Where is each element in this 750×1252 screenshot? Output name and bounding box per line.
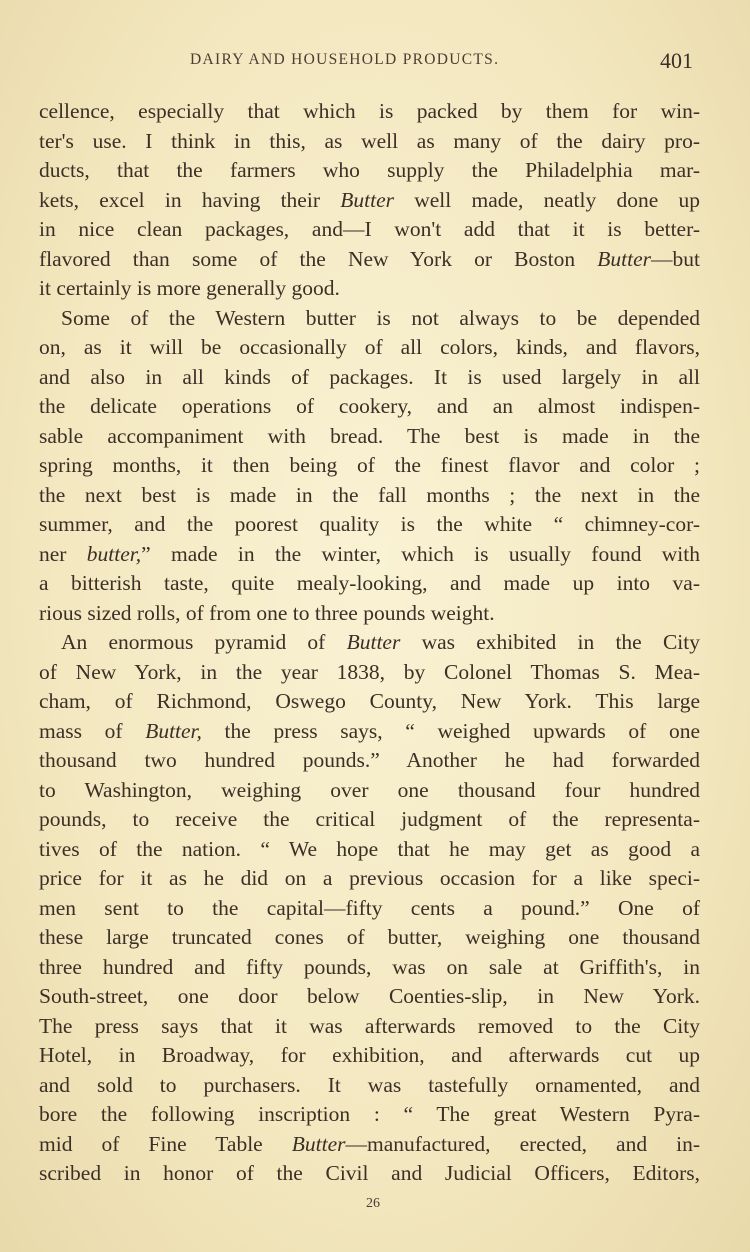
italic-word: Butter [291, 1131, 346, 1156]
text-line: and sold to purchasers. It was tastefully ornamented, and [39, 1072, 700, 1097]
text-segment: the press says, “ weighed upwards of one [201, 718, 701, 743]
italic-word: Butter [340, 187, 394, 212]
text-line: Hotel, in Broadway, for exhibition, and afterwards cut up [39, 1043, 700, 1067]
text-segment: kets, excel in having their [39, 187, 341, 212]
text-line: summer, and the poorest quality is the white “ chimney-cor- [39, 512, 700, 536]
text-segment: flavored than some of the New York or Boston [39, 246, 598, 271]
text-line: ducts, that the farmers who supply the Philadelphia mar- [39, 158, 700, 182]
page-number: 401 [660, 48, 693, 73]
text-line: South-street, one door below Coenties-slip, in New York. [39, 984, 700, 1008]
text-line: cham, of Richmond, Oswego County, New York. This large [39, 689, 700, 713]
italic-word: Butter, [145, 718, 202, 743]
text-line: these large truncated cones of butter, weighing one thousand [39, 925, 700, 949]
text-line [39, 186, 700, 216]
text-segment: well made, neatly done up [393, 187, 700, 212]
text-line: a bitterish taste, quite mealy-looking, and made up into va- [39, 571, 700, 595]
italic-word: Butter [346, 630, 401, 654]
text-segment: An enormous pyramid of [61, 630, 347, 654]
text-line: thousand two hundred pounds.” Another he had forwarded [39, 748, 700, 772]
text-line: ter's use. I think in this, as well as many of the dairy pro- [39, 128, 700, 153]
running-title: DAIRY AND HOUSEHOLD PRODUCTS. [190, 51, 500, 68]
text-line: the delicate operations of cookery, and an almost indispen- [39, 394, 700, 418]
text-line: tives of the nation. “ We hope that he may get as good a [39, 836, 700, 861]
body-text [39, 97, 700, 1189]
text-line: The press says that it was afterwards removed to the City [39, 1013, 700, 1038]
text-segment: ” made in the winter, which is usually found with [141, 541, 700, 566]
text-line: rious sized rolls, of from one to three pounds weight. [39, 600, 495, 625]
text-line: three hundred and fifty pounds, was on sale at Griffith's, in [39, 954, 700, 979]
italic-word: butter, [86, 541, 142, 566]
text-segment: mid of Fine Table [39, 1131, 292, 1156]
text-line: scribed in honor of the Civil and Judicial Officers, Editors, [39, 1161, 700, 1185]
text-line [39, 717, 700, 747]
text-segment: ner [39, 541, 87, 566]
text-line: and also in all kinds of packages. It is used largely in all [39, 364, 700, 389]
signature-mark: 26 [366, 1196, 380, 1211]
text-line: Some of the Western butter is not always to be depended [61, 305, 700, 330]
text-segment: mass of [39, 718, 146, 743]
text-segment: —but [651, 246, 700, 271]
text-line: price for it as he did on a previous occasion for a like speci- [39, 866, 700, 890]
text-line: on, as it will be occasionally of all colors, kinds, and flavors, [39, 335, 700, 359]
italic-word: Butter [597, 246, 652, 271]
text-line: pounds, to receive the critical judgment of the representa- [39, 807, 700, 831]
text-line: sable accompaniment with bread. The best is made in the [39, 423, 700, 448]
text-line: of New York, in the year 1838, by Colonel Thomas S. Mea- [39, 659, 700, 684]
text-segment: was exhibited in the City [400, 630, 701, 654]
text-line: to Washington, weighing over one thousand four hundred [39, 777, 700, 802]
text-line: it certainly is more generally good. [39, 276, 340, 300]
text-line: cellence, especially that which is packed by them for win- [39, 99, 700, 123]
text-line [39, 245, 700, 275]
running-head [0, 48, 750, 76]
text-line [39, 628, 700, 658]
text-line: in nice clean packages, and—I won't add that it is better- [39, 217, 700, 241]
text-line: men sent to the capital—fifty cents a pound.” One of [39, 895, 700, 920]
text-line: the next best is made in the fall months ; the next in the [39, 482, 700, 507]
text-line [39, 1130, 700, 1160]
text-segment: —manufactured, erected, and in- [345, 1131, 700, 1156]
text-line: bore the following inscription : “ The great Western Pyra- [39, 1102, 700, 1126]
text-line [39, 540, 700, 570]
text-line: spring months, it then being of the finest flavor and color ; [39, 453, 700, 477]
